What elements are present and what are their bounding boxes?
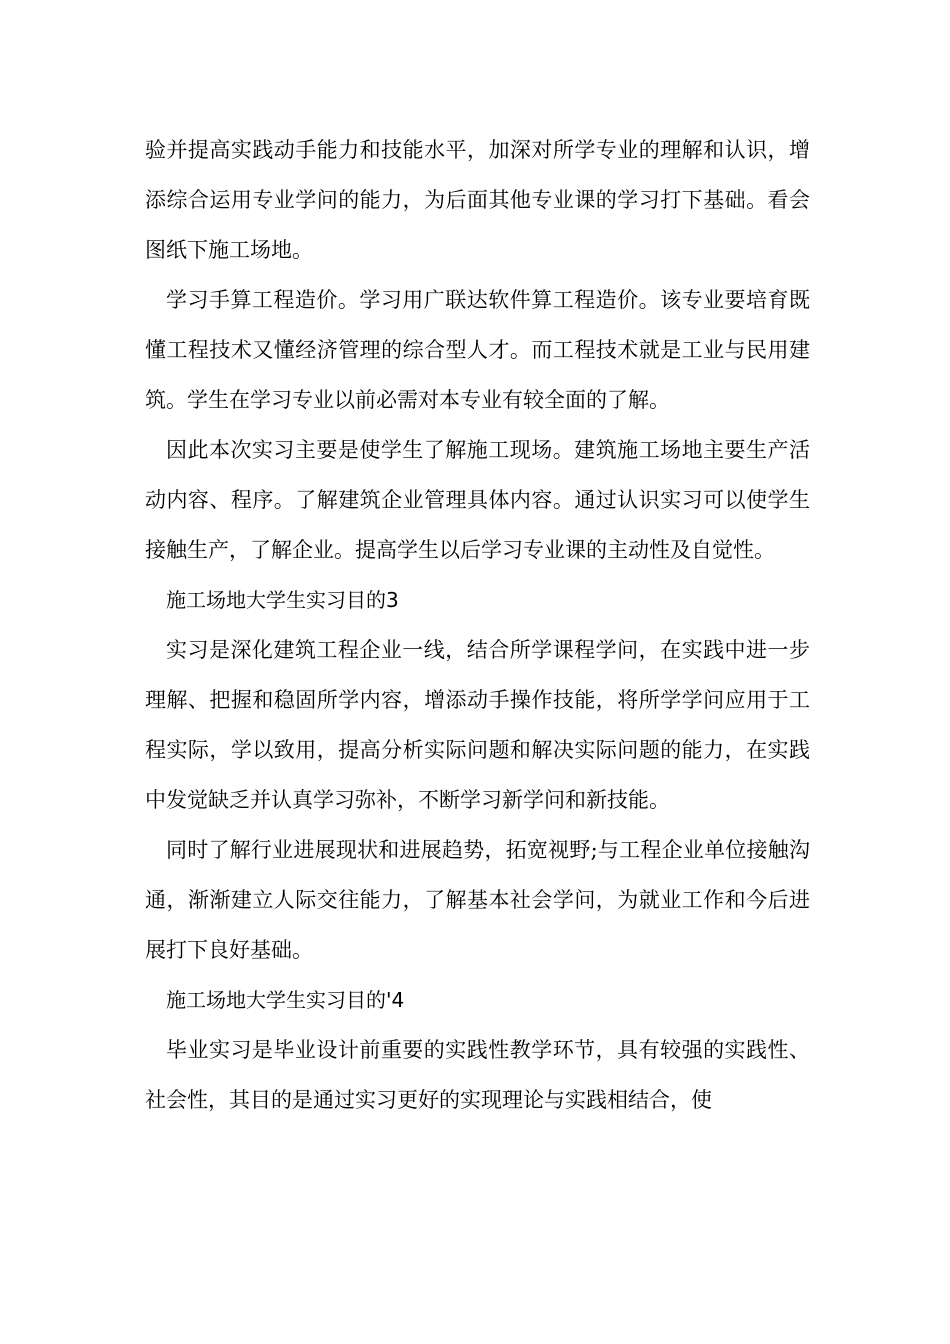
paragraph-2: 学习手算工程造价。学习用广联达软件算工程造价。该专业要培育既懂工程技术又懂经济管理的综合型人才。而工程技术就是工业与民用建筑。学生在学习专业以前必需对本专业有较全面的了解。 [145, 288, 810, 412]
paragraph-1: 验并提高实践动手能力和技能水平，加深对所学专业的理解和认识，增添综合运用专业学问的能力，为后面其他专业课的学习打下基础。看会图纸下施工场地。 [145, 138, 810, 262]
document-body [145, 125, 810, 1125]
section-heading-3: 施工场地大学生实习目的3 [166, 588, 399, 612]
section-heading-4: 施工场地大学生实习目的'4 [166, 988, 405, 1012]
paragraph-6: 毕业实习是毕业设计前重要的实践性教学环节，具有较强的实践性、社会性，其目的是通过实习更好的实现理论与实践相结合，使 [145, 1038, 810, 1112]
paragraph-4: 实习是深化建筑工程企业一线，结合所学课程学问，在实践中进一步理解、把握和稳固所学内容，增添动手操作技能，将所学学问应用于工程实际，学以致用，提高分析实际问题和解决实际问题的能力，在实践中发觉缺乏并认真学习弥补，不断学习新学问和新技能。 [145, 638, 810, 812]
paragraph-5: 同时了解行业进展现状和进展趋势，拓宽视野;与工程企业单位接触沟通，渐渐建立人际交往能力，了解基本社会学问，为就业工作和今后进展打下良好基础。 [145, 838, 810, 962]
paragraph-3: 因此本次实习主要是使学生了解施工现场。建筑施工场地主要生产活动内容、程序。了解建筑企业管理具体内容。通过认识实习可以使学生接触生产，了解企业。提高学生以后学习专业课的主动性及自觉性。 [145, 438, 810, 562]
